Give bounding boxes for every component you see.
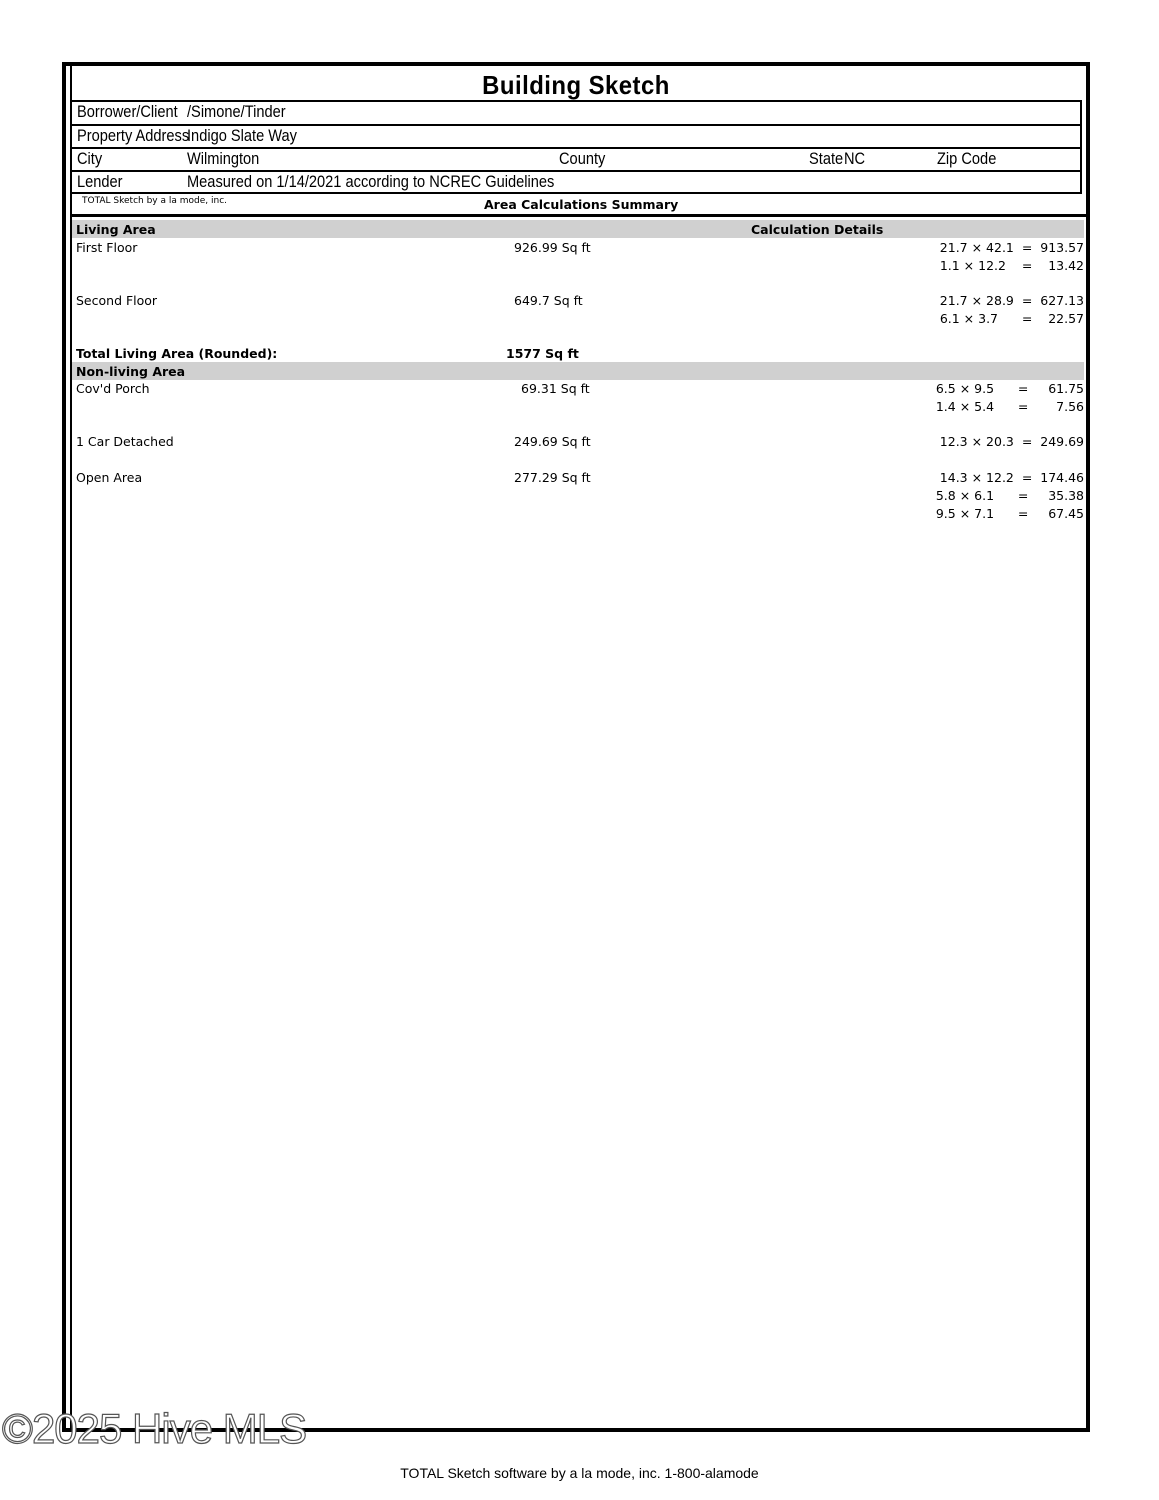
living-row-name: Second Floor (76, 293, 158, 308)
calc-line: 6.1 × 3.7 = 22.57 (939, 311, 1084, 326)
calculation-details-heading: Calculation Details (751, 222, 884, 237)
living-area-band (72, 220, 1084, 238)
living-area-heading: Living Area (76, 222, 156, 237)
city-row (72, 147, 1080, 171)
copyright-watermark: ©2025 Hive MLS (2, 1405, 307, 1452)
software-note: TOTAL Sketch by a la mode, inc. (82, 196, 228, 206)
calc-line: 1.4 × 5.4 = 7.56 (935, 399, 1084, 414)
living-row-area: 649.7 Sq ft (514, 293, 583, 308)
borrower-label: Borrower/Client (77, 102, 178, 121)
borrower-row (72, 102, 1080, 124)
nonliving-row-name: 1 Car Detached (76, 434, 174, 449)
summary-divider (70, 214, 1086, 217)
state-label: State (809, 149, 844, 168)
address-value: Indigo Slate Way (187, 126, 297, 145)
frame-inner-border (70, 66, 72, 1428)
document-frame (62, 62, 1090, 1432)
zip-label: Zip Code (937, 149, 997, 168)
total-living-value: 1577 Sq ft (506, 346, 579, 361)
total-living-label: Total Living Area (Rounded): (76, 346, 278, 361)
page-title: Building Sketch (482, 70, 670, 100)
nonliving-row-name: Open Area (76, 470, 143, 485)
summary-title: Area Calculations Summary (484, 197, 679, 212)
state-value: NC (844, 149, 866, 168)
calc-line: 5.8 × 6.1 = 35.38 (935, 488, 1084, 503)
footer-text: TOTAL Sketch software by a la mode, inc. 1-800-alamode (400, 1465, 759, 1481)
living-row-name: First Floor (76, 240, 138, 255)
nonliving-row-area: 277.29 Sq ft (514, 470, 591, 485)
nonliving-row-name: Cov'd Porch (76, 381, 150, 396)
header-box (70, 100, 1082, 194)
calc-line: 12.3 × 20.3 = 249.69 (939, 434, 1084, 449)
nonliving-row-area: 249.69 Sq ft (514, 434, 591, 449)
address-label: Property Address (77, 126, 190, 145)
city-label: City (77, 149, 103, 168)
nonliving-area-band (72, 362, 1084, 380)
lender-value: Measured on 1/14/2021 according to NCREC Guidelines (187, 172, 555, 191)
calc-line: 21.7 × 42.1 = 913.57 (939, 240, 1084, 255)
city-value: Wilmington (187, 149, 260, 168)
calc-line: 1.1 × 12.2 = 13.42 (939, 258, 1084, 273)
nonliving-area-heading: Non-living Area (76, 364, 186, 379)
calc-line: 6.5 × 9.5 = 61.75 (935, 381, 1084, 396)
lender-label: Lender (77, 172, 123, 191)
calc-line: 9.5 × 7.1 = 67.45 (935, 506, 1084, 521)
county-label: County (559, 149, 606, 168)
nonliving-row-area: 69.31 Sq ft (521, 381, 590, 396)
living-row-area: 926.99 Sq ft (514, 240, 591, 255)
calc-line: 14.3 × 12.2 = 174.46 (939, 470, 1084, 485)
address-row (72, 124, 1080, 148)
borrower-value: /Simone/Tinder (187, 102, 286, 121)
lender-row (72, 170, 1080, 194)
calc-line: 21.7 × 28.9 = 627.13 (939, 293, 1084, 308)
